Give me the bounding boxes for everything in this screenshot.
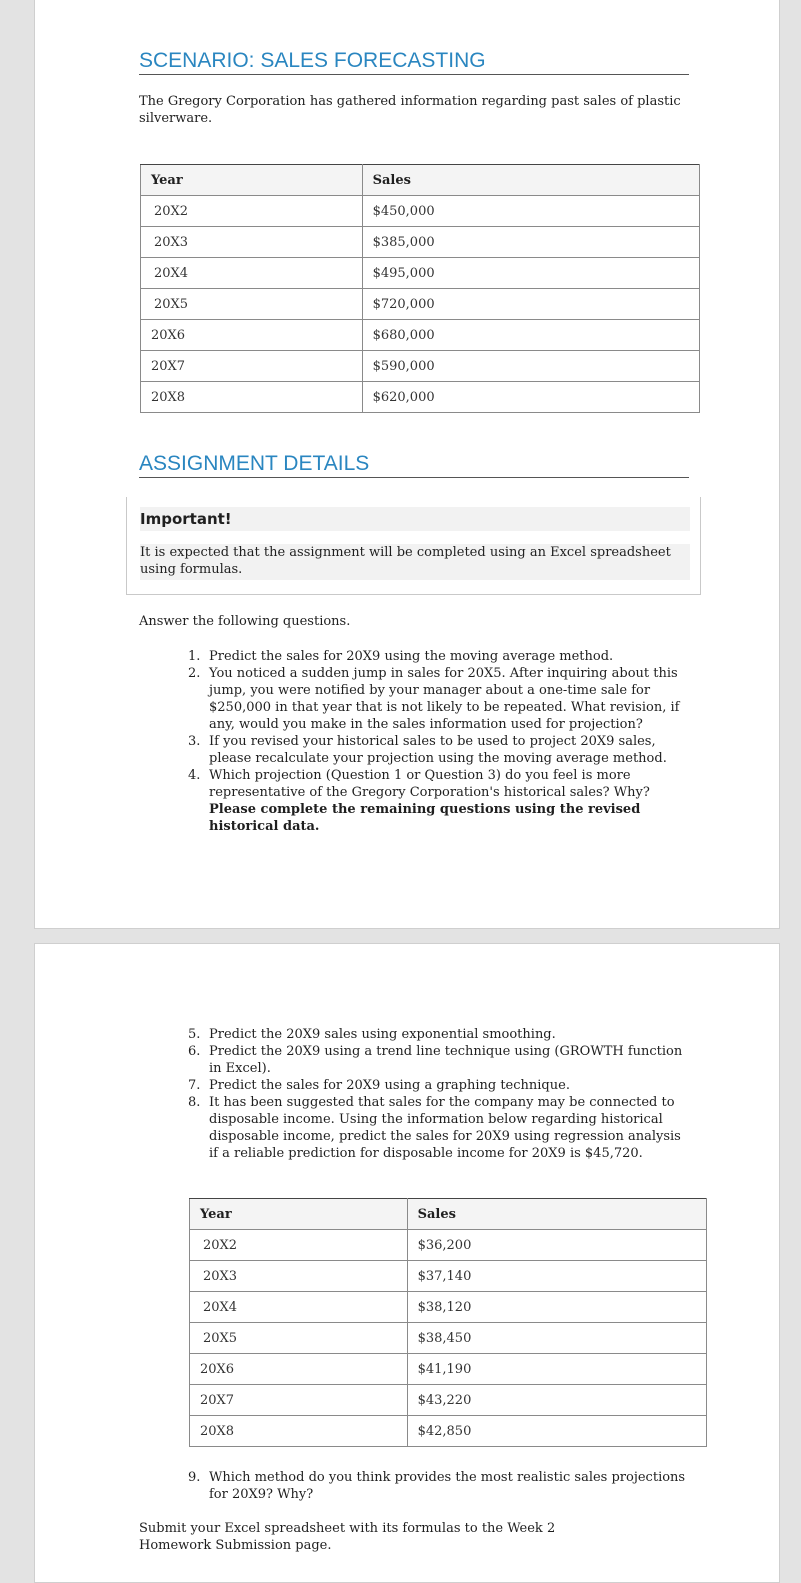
- answer-intro: Answer the following questions.: [139, 614, 351, 629]
- question-text: It has been suggested that sales for the company may be connected to disposable income. Using the information below regarding historical disposable income, predict the sales for 20X9 using regression analysis if a reliable prediction for disposable income for 20X9 is $45,720.: [209, 1095, 681, 1161]
- question-number: 4.: [188, 768, 201, 783]
- document-page-1: [34, 0, 780, 929]
- list-item: [188, 767, 689, 835]
- sales-cell: $720,000: [362, 289, 699, 320]
- table-row: [141, 227, 700, 258]
- list-item: [188, 733, 689, 767]
- sales-cell: $450,000: [362, 196, 699, 227]
- scenario-heading: SCENARIO: SALES FORECASTING: [139, 49, 689, 75]
- year-cell: 20X5: [141, 289, 363, 320]
- table-row: [190, 1354, 707, 1385]
- question-text: You noticed a sudden jump in sales for 20X5. After inquiring about this jump, you were notified by your manager about a one-time sale for $250,000 in that year that is not likely to be repeated. What revision, if any, would you make in the sales information used for projection?: [209, 666, 680, 732]
- question-number: 3.: [188, 734, 201, 749]
- table-row: [190, 1292, 707, 1323]
- list-item: [188, 1094, 689, 1162]
- list-item: [188, 648, 689, 665]
- sales-cell: $590,000: [362, 351, 699, 382]
- table-row: [141, 382, 700, 413]
- table-header-row: [190, 1199, 707, 1230]
- question-number: 7.: [188, 1078, 201, 1093]
- sales-table: [140, 164, 700, 413]
- sales-cell: $36,200: [407, 1230, 706, 1261]
- table-row: [141, 196, 700, 227]
- question-number: 8.: [188, 1095, 201, 1110]
- column-header-sales: Sales: [407, 1199, 706, 1230]
- sales-cell: $41,190: [407, 1354, 706, 1385]
- year-cell: 20X8: [141, 382, 363, 413]
- question-list: [188, 1026, 689, 1162]
- important-title: Important!: [140, 507, 690, 531]
- year-cell: 20X4: [190, 1292, 408, 1323]
- revised-data-note: Please complete the remaining questions using the revised historical data.: [209, 802, 641, 834]
- table-row: [141, 258, 700, 289]
- sales-cell: $37,140: [407, 1261, 706, 1292]
- table-row: [190, 1416, 707, 1447]
- assignment-heading: ASSIGNMENT DETAILS: [139, 452, 689, 478]
- question-text: Predict the 20X9 sales using exponential smoothing.: [209, 1027, 556, 1042]
- year-cell: 20X8: [190, 1416, 408, 1447]
- year-cell: 20X6: [190, 1354, 408, 1385]
- year-cell: 20X3: [190, 1261, 408, 1292]
- document-page-2: [34, 943, 780, 1583]
- question-text: Which method do you think provides the most realistic sales projections for 20X9? Why?: [209, 1470, 686, 1502]
- column-header-year: Year: [141, 165, 363, 196]
- disposable-income-table: [189, 1198, 707, 1447]
- table-row: [190, 1385, 707, 1416]
- year-cell: 20X7: [190, 1385, 408, 1416]
- question-text: Predict the 20X9 using a trend line technique using (GROWTH function in Excel).: [209, 1044, 683, 1076]
- question-text: Which projection (Question 1 or Question 3) do you feel is more representative of the Gregory Corporation's historical sales? Why?: [209, 768, 650, 800]
- sales-cell: $42,850: [407, 1416, 706, 1447]
- submit-instructions: Submit your Excel spreadsheet with its formulas to the Week 2 Homework Submission page.: [139, 1521, 556, 1553]
- list-item: [188, 1043, 689, 1077]
- important-callout: [126, 497, 701, 595]
- year-cell: 20X2: [141, 196, 363, 227]
- table-row: [141, 351, 700, 382]
- list-item: [188, 665, 689, 733]
- sales-cell: $38,120: [407, 1292, 706, 1323]
- year-cell: 20X2: [190, 1230, 408, 1261]
- column-header-year: Year: [190, 1199, 408, 1230]
- table-row: [190, 1261, 707, 1292]
- question-text: Predict the sales for 20X9 using the moving average method.: [209, 649, 614, 664]
- table-header-row: [141, 165, 700, 196]
- list-item: [188, 1469, 689, 1503]
- sales-cell: $385,000: [362, 227, 699, 258]
- question-list-final: [188, 1469, 689, 1503]
- question-text: If you revised your historical sales to be used to project 20X9 sales, please recalculate your projection using the moving average method.: [209, 734, 667, 766]
- year-cell: 20X4: [141, 258, 363, 289]
- question-number: 5.: [188, 1027, 201, 1042]
- question-number: 1.: [188, 649, 201, 664]
- question-number: 2.: [188, 666, 201, 681]
- question-list: [188, 648, 689, 835]
- year-cell: 20X7: [141, 351, 363, 382]
- question-number: 9.: [188, 1470, 201, 1485]
- year-cell: 20X6: [141, 320, 363, 351]
- sales-cell: $680,000: [362, 320, 699, 351]
- sales-cell: $620,000: [362, 382, 699, 413]
- table-row: [141, 289, 700, 320]
- question-text: Predict the sales for 20X9 using a graphing technique.: [209, 1078, 570, 1093]
- table-row: [190, 1230, 707, 1261]
- year-cell: 20X5: [190, 1323, 408, 1354]
- table-row: [190, 1323, 707, 1354]
- question-number: 6.: [188, 1044, 201, 1059]
- list-item: [188, 1077, 689, 1094]
- intro-paragraph: The Gregory Corporation has gathered information regarding past sales of plastic silverware.: [139, 94, 681, 126]
- list-item: [188, 1026, 689, 1043]
- table-row: [141, 320, 700, 351]
- sales-cell: $43,220: [407, 1385, 706, 1416]
- year-cell: 20X3: [141, 227, 363, 258]
- sales-cell: $495,000: [362, 258, 699, 289]
- important-text: It is expected that the assignment will be completed using an Excel spreadsheet using formulas.: [140, 544, 690, 580]
- sales-cell: $38,450: [407, 1323, 706, 1354]
- column-header-sales: Sales: [362, 165, 699, 196]
